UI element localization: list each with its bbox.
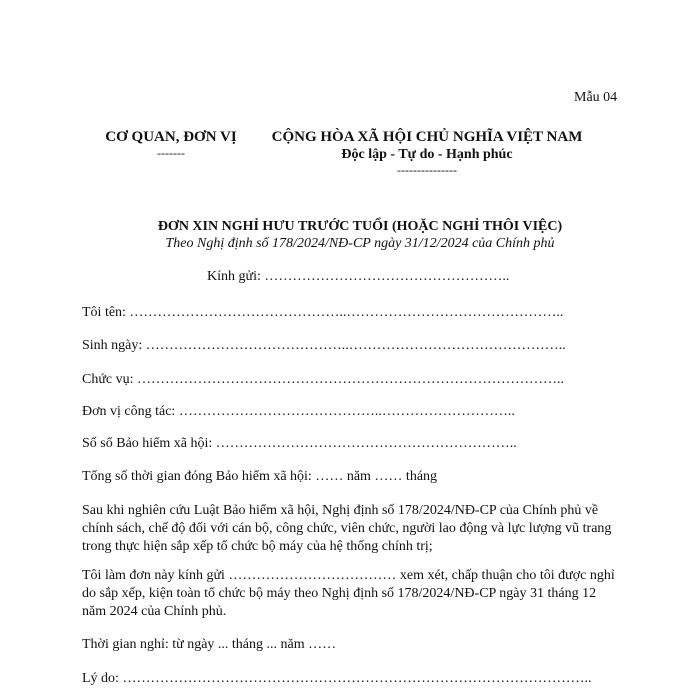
document-subtitle: Theo Nghị định số 178/2024/NĐ-CP ngày 31/12/2024 của Chính phủ	[165, 236, 555, 251]
field-workplace: Đơn vị công tác: ……………………………………..………………………..	[82, 404, 515, 419]
form-code: Mẫu 04	[574, 90, 618, 105]
field-birth-date: Sinh ngày: ……………………………………..………………………………………..	[82, 338, 566, 353]
document-title: ĐƠN XIN NGHỈ HƯU TRƯỚC TUỔI (HOẶC NGHỈ THÔI VIỆC)	[157, 219, 563, 234]
field-position: Chức vụ: ………………………………………………………………………………..	[82, 372, 565, 387]
motto-rule: ---------------	[397, 163, 457, 177]
agency-name: CƠ QUAN, ĐƠN VỊ	[105, 129, 237, 145]
leave-time-line: Thời gian nghỉ: từ ngày ... tháng ... năm ……	[82, 637, 337, 652]
field-full-name: Tôi tên: ………………………………………..………………………………………..	[82, 305, 564, 320]
agency-rule: -------	[157, 146, 185, 160]
field-social-insurance-number: Số sổ Bảo hiểm xã hội: ………………………………………………………..	[82, 436, 517, 451]
nation-name: CỘNG HÒA XÃ HỘI CHỦ NGHĨA VIỆT NAM	[271, 129, 583, 145]
reason-line: Lý do: ………………………………………………………………………………………..	[82, 671, 592, 686]
paragraph-request: Tôi làm đơn này kính gửi ……………………………… xem xét, chấp thuận cho tôi được nghỉ do sắp xếp, kiện toàn tổ chức bộ máy theo Nghị định số 178/2024/NĐ-CP ngày 31 tháng 12 năm 2024 của Chính phủ.	[82, 568, 615, 619]
paragraph-basis: Sau khi nghiên cứu Luật Bảo hiểm xã hội, Nghị định số 178/2024/NĐ-CP của Chính phủ về chính sách, chế độ đối với cán bộ, công chức, viên chức, người lao động và lực lượng vũ trang trong thực hiện sắp xếp tổ chức bộ máy của hệ thống chính trị;	[82, 503, 612, 554]
addressee-line: Kính gửi: ……………………………………………..	[207, 269, 510, 284]
national-motto: Độc lập - Tự do - Hạnh phúc	[341, 147, 513, 162]
field-insurance-period: Tổng số thời gian đóng Bảo hiểm xã hội: …… năm …… tháng	[82, 469, 438, 484]
